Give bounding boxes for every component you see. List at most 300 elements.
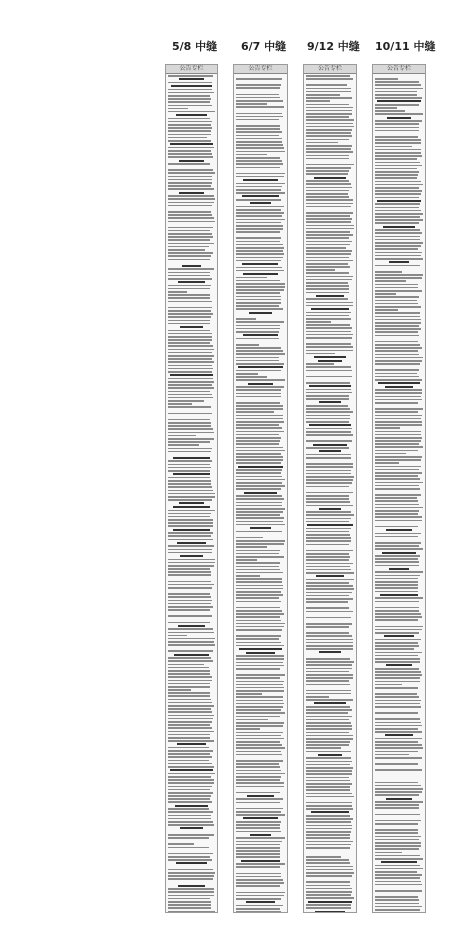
text-line [375,718,420,720]
text-line [375,485,419,487]
text-line [314,177,346,179]
text-line [306,126,354,128]
text-line [242,263,278,265]
notice-column-2 [233,64,288,913]
text-line [375,459,421,461]
text-line [306,199,353,201]
text-line [168,904,211,906]
text-line [375,462,399,464]
text-line [236,876,281,878]
text-line [168,252,213,254]
text-line [375,558,418,560]
text-line [306,866,353,868]
text-line [236,482,282,484]
text-line [168,118,210,120]
text-line [306,324,350,326]
text-line [375,507,423,509]
text-line [168,243,214,245]
text-line [236,459,283,461]
text-line [168,176,212,178]
text-line [236,225,283,227]
text-line [168,496,215,498]
text-line [168,333,212,335]
text-line [236,850,280,852]
text-line [306,337,352,339]
text-line [375,601,419,603]
text-line [306,395,349,397]
text-line [306,321,331,323]
text-line [389,568,409,570]
text-line [168,615,212,617]
text-line [375,392,422,394]
text-line [375,165,422,167]
text-line [375,722,421,724]
text-line [168,156,213,158]
text-line [306,234,353,236]
text-line [306,244,350,246]
text-line [306,828,352,830]
text-line [306,486,349,488]
text-line [173,457,211,459]
text-line [236,405,283,407]
header-col-2: 6/7 中缝 [241,40,287,53]
text-line [236,402,280,404]
text-line [168,798,210,800]
text-line [306,572,354,574]
text-line [306,825,352,827]
text-line [236,424,279,426]
text-line [178,281,206,283]
text-line [168,760,209,762]
text-line [168,428,213,430]
text-line [168,493,215,495]
text-line [236,87,280,89]
text-line [168,98,211,100]
text-line [306,623,352,625]
text-line [168,483,211,485]
text-line [236,811,281,813]
text-line [179,160,204,162]
text-line [375,300,417,302]
text-line [168,249,205,251]
text-line [306,777,349,779]
text-line [313,444,348,446]
text-line [168,750,213,752]
text-line [306,454,351,456]
text-line [179,192,205,194]
text-line [178,885,205,887]
text-line [168,699,211,701]
text-line [306,664,352,666]
text-line [236,447,283,449]
text-line [306,139,349,141]
text-line [306,187,352,189]
text-line [168,683,210,685]
text-line [375,408,423,410]
text-line [375,500,418,502]
text-line [375,571,423,573]
text-line [375,219,423,221]
text-line [316,575,344,577]
text-line [375,871,417,873]
text-line [306,674,353,676]
text-line [389,261,410,263]
text-line [173,473,211,475]
text-line [375,149,421,151]
text-line [306,203,353,205]
text-line [375,899,419,901]
text-line [236,863,285,865]
text-line [236,141,282,143]
text-line [236,776,281,778]
text-line [375,681,420,683]
text-line [168,486,212,488]
text-line [236,241,280,243]
text-line [168,95,210,97]
text-line [375,312,420,314]
text-line [375,376,419,378]
text-line [375,763,418,765]
text-line [168,622,210,624]
text-line [236,212,284,214]
text-line [178,625,205,627]
text-line [306,888,352,890]
text-line [168,195,214,197]
text-line [309,424,352,426]
text-line [236,766,280,768]
text-line [236,786,284,788]
text-line [236,157,280,159]
text-line [168,448,212,450]
text-line [236,521,283,523]
text-line [236,798,283,800]
text-line [375,801,423,803]
text-line [168,169,213,171]
text-line [236,853,280,855]
text-line [375,142,421,144]
text-line [168,432,214,434]
text-line [375,162,420,164]
text-line [168,278,212,280]
text-line [236,292,280,294]
text-line [236,328,280,330]
text-line [375,584,418,586]
text-line [375,613,421,615]
text-line [375,389,422,391]
text-line [168,153,212,155]
text-line [375,561,419,563]
text-line [375,197,419,199]
text-line [168,718,213,720]
text-line [236,575,260,577]
text-line [179,502,203,504]
text-line [236,125,280,127]
text-line [306,559,349,561]
text-line [375,354,419,356]
text-line [168,419,210,421]
text-line [236,511,283,513]
text-line [375,184,423,186]
text-line [306,635,352,637]
text-line [306,684,350,686]
text-line [375,146,412,148]
text-line [168,593,210,595]
text-line [168,740,214,742]
text-line [236,215,282,217]
notice-column-title: 公告专栏 [166,65,217,74]
text-line [375,216,420,218]
text-line [306,279,352,281]
text-line [168,522,213,524]
text-line [171,85,213,87]
text-line [180,827,202,829]
text-line [306,231,350,233]
text-line [306,693,351,695]
text-line [236,350,283,352]
text-line [375,203,420,205]
text-line [173,529,210,531]
text-line [246,901,276,903]
text-line [375,754,409,756]
text-line [375,769,422,771]
text-line [168,358,212,360]
text-line [375,587,418,589]
text-line [375,513,418,515]
text-line [306,350,353,352]
text-line [375,158,417,160]
text-line [236,331,279,333]
text-line [375,845,421,847]
text-line [375,693,417,695]
text-line [168,150,211,152]
text-line [306,658,350,660]
text-line [375,488,420,490]
text-line [236,305,279,307]
text-line [375,229,420,231]
text-line [375,687,418,689]
text-line [168,786,212,788]
text-line [168,342,210,344]
text-line [306,747,341,749]
text-line [170,143,213,145]
text-line [168,361,214,363]
text-line [168,320,210,322]
text-line [168,330,210,332]
text-line [306,680,349,682]
text-line [236,472,281,474]
text-line [375,190,422,192]
text-line [236,78,282,80]
text-line [375,868,423,870]
text-line [306,260,353,262]
text-line [306,582,349,584]
text-line [375,658,420,660]
text-line [236,690,284,692]
text-line [306,690,351,692]
text-line [375,328,421,330]
text-line [375,674,422,676]
text-line [244,492,277,494]
text-line [168,869,213,871]
text-line [236,760,283,762]
text-line [236,531,282,533]
text-line [306,447,349,449]
text-line [168,230,210,232]
text-line [168,384,212,386]
text-line [375,274,423,276]
text-line [375,542,421,544]
text-line [242,195,280,197]
text-line [168,460,212,462]
text-line [168,747,209,749]
text-line [168,584,214,586]
text-line [236,722,284,724]
text-line [306,225,354,227]
text-line [306,741,350,743]
header-col-1: 5/8 中缝 [172,40,218,53]
text-line [306,632,349,634]
text-line [375,350,418,352]
text-line [236,553,279,555]
text-line [168,406,211,408]
text-line [375,814,420,816]
text-line [306,598,353,600]
text-line [386,798,412,800]
text-line [306,269,335,271]
text-line [168,525,213,527]
text-line [375,424,422,426]
text-line [306,318,351,320]
text-line [306,237,349,239]
text-line [168,559,215,561]
text-line [236,296,281,298]
text-line [306,722,351,724]
text-line [375,399,422,401]
text-line [236,357,279,359]
text-line [236,462,281,464]
text-line [236,247,284,249]
text-line [236,318,256,320]
text-line [168,667,209,669]
text-line [180,555,202,557]
text-line [306,563,353,565]
text-line [236,546,267,548]
text-line [247,795,274,797]
text-line [375,296,419,298]
text-line [236,844,280,846]
text-line [375,472,422,474]
text-line [236,837,285,839]
text-line [309,385,352,387]
text-line [236,879,283,881]
text-line [168,907,211,909]
text-line [236,199,281,201]
text-line [168,345,213,347]
text-line [168,259,210,261]
text-line [306,802,352,804]
text-line [375,545,419,547]
text-line [375,881,421,883]
text-line [236,228,283,230]
text-line [375,639,421,641]
text-line [236,469,282,471]
text-line [375,731,422,733]
text-line [306,382,350,384]
text-line [236,543,284,545]
text-line [236,138,282,140]
notice-column-3 [303,64,357,913]
text-line [236,911,281,913]
text-line [306,405,348,407]
text-line [236,495,282,497]
text-line [375,84,421,86]
text-line [168,895,214,897]
text-line [306,476,354,478]
text-line [375,832,418,834]
text-line [306,100,330,102]
text-line [306,253,351,255]
text-line [306,492,353,494]
text-line [175,805,207,807]
text-line [375,341,418,343]
text-line [375,526,418,528]
text-line [168,891,214,893]
text-line [375,652,422,654]
text-line [168,549,212,551]
text-line [243,817,278,819]
text-line [176,862,208,864]
text-line [236,629,282,631]
text-line [168,676,212,678]
text-line [375,829,418,831]
text-line [375,453,406,455]
text-line [236,250,283,252]
text-line [306,716,352,718]
text-line [236,591,281,593]
text-line [306,540,351,542]
text-line [239,648,282,650]
text-line [168,789,210,791]
text-line [306,221,351,223]
text-line [236,189,281,191]
text-line [168,702,212,704]
text-line [380,594,417,596]
text-line [306,370,352,372]
text-line [306,626,349,628]
text-line [306,706,350,708]
text-line [306,272,349,274]
text-line [375,668,419,670]
text-line [306,875,352,877]
text-line [168,562,215,564]
text-line [375,255,421,257]
text-line [306,158,349,160]
text-line [306,250,352,252]
text-line [306,363,334,365]
text-line [168,763,212,765]
text-line [168,400,204,402]
text-line [375,703,420,705]
text-line [236,684,283,686]
text-line [308,901,352,903]
text-line [306,398,349,400]
text-line [375,645,419,647]
text-line [306,479,353,481]
text-line [306,642,353,644]
text-line [168,89,212,91]
text-line [168,275,210,277]
text-line [236,453,281,455]
